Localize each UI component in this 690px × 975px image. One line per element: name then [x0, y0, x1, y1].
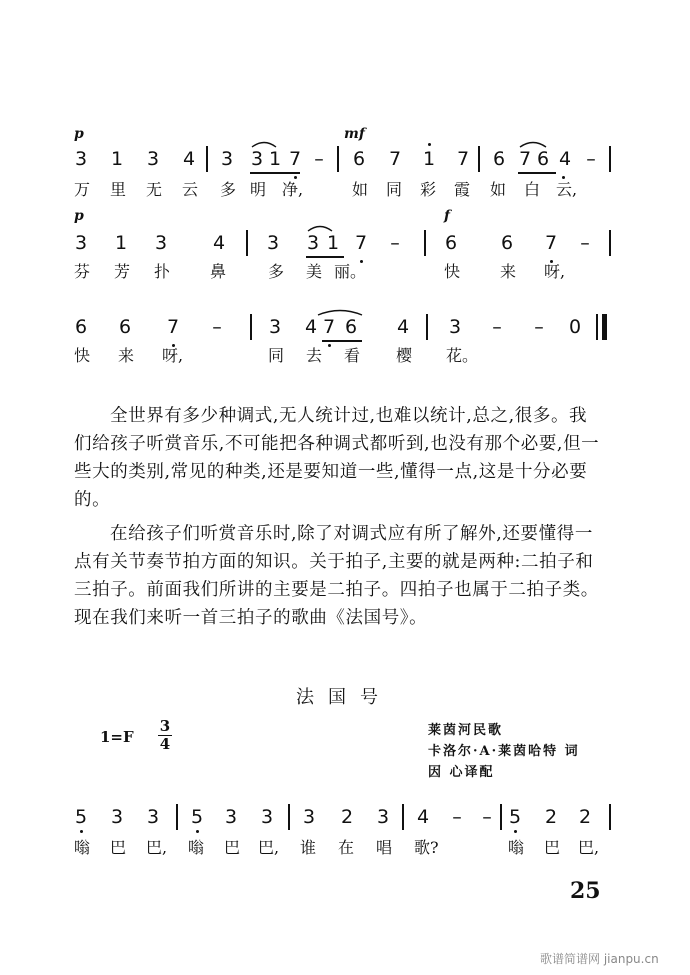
- body-text: [74, 402, 604, 638]
- note: 6: [344, 316, 358, 338]
- lyric: 嗡: [508, 838, 525, 857]
- note: –: [314, 148, 324, 170]
- beam-underline: [306, 256, 344, 258]
- lyric: 快: [444, 262, 461, 281]
- note: 6: [500, 232, 514, 254]
- lyric: 如: [352, 180, 369, 199]
- lyric: 快: [74, 346, 91, 365]
- lyric: 巴,: [258, 838, 280, 857]
- barline: [246, 230, 248, 256]
- lyric: 丽。: [334, 262, 367, 281]
- note: 4: [304, 316, 318, 338]
- low-octave-dot: [196, 830, 199, 833]
- low-octave-dot: [80, 830, 83, 833]
- lyric: 鼻: [210, 262, 227, 281]
- final-barline-thick: [602, 314, 607, 340]
- note: 3: [250, 148, 264, 170]
- barline: [250, 314, 252, 340]
- note: 3: [74, 232, 88, 254]
- time-signature-bottom: 4: [159, 735, 171, 753]
- lyric: 万: [74, 180, 91, 199]
- note: –: [534, 316, 544, 338]
- note: 4: [212, 232, 226, 254]
- credit-line: 莱茵河民歌: [428, 723, 504, 738]
- paragraph: 全世界有多少种调式,无人统计过,也难以统计,总之,很多。我们给孩子听赏音乐,不可能把各种调式都听到,也没有那个必要,但一些大的类别,常见的种类,还是要知道一些,懂得一点,这是十分必要的。: [74, 406, 600, 510]
- note: 3: [110, 806, 124, 828]
- barline: [478, 146, 480, 172]
- note: 3: [224, 806, 238, 828]
- note: 3: [376, 806, 390, 828]
- lyric: 多: [220, 180, 237, 199]
- note: 7: [456, 148, 470, 170]
- note: 2: [578, 806, 592, 828]
- lyric: 巴,: [578, 838, 600, 857]
- note: –: [452, 806, 462, 828]
- lyric: 呀,: [162, 346, 184, 365]
- high-octave-dot: [428, 143, 431, 146]
- lyric: 嗡: [188, 838, 205, 857]
- lyric: 扑: [154, 262, 171, 281]
- barline: [402, 804, 404, 830]
- low-octave-dot: [294, 176, 297, 179]
- note: 0: [568, 316, 582, 338]
- lyric: 看: [344, 346, 361, 365]
- note: 3: [268, 316, 282, 338]
- note: –: [580, 232, 590, 254]
- note: 3: [266, 232, 280, 254]
- note: –: [482, 806, 492, 828]
- note: 7: [544, 232, 558, 254]
- note: 5: [508, 806, 522, 828]
- time-signature: [158, 718, 172, 753]
- barline: [337, 146, 339, 172]
- dynamic-marking: p: [74, 126, 84, 142]
- lyric: 巴: [224, 838, 241, 857]
- note: 1: [110, 148, 124, 170]
- lyric: 芳: [114, 262, 131, 281]
- lyric: 净,: [282, 180, 304, 199]
- note: –: [492, 316, 502, 338]
- credit-line: 因 心译配: [428, 765, 495, 780]
- note: 1: [268, 148, 282, 170]
- note: 4: [416, 806, 430, 828]
- lyric: 花。: [446, 346, 479, 365]
- note: 1: [326, 232, 340, 254]
- note: 3: [154, 232, 168, 254]
- note: 3: [74, 148, 88, 170]
- note: 7: [322, 316, 336, 338]
- lyric: 明: [250, 180, 267, 199]
- note: 4: [396, 316, 410, 338]
- slur-arc: [306, 222, 334, 232]
- lyric: 同: [268, 346, 285, 365]
- note: 7: [288, 148, 302, 170]
- lyric: 云,: [556, 180, 578, 199]
- note: 6: [492, 148, 506, 170]
- lyric: 谁: [300, 838, 317, 857]
- page-number: 25: [570, 878, 601, 904]
- note: 7: [166, 316, 180, 338]
- note: 7: [354, 232, 368, 254]
- barline: [288, 804, 290, 830]
- lyric: 霞: [454, 180, 471, 199]
- note: 3: [302, 806, 316, 828]
- slur-arc: [250, 138, 278, 148]
- note: 1: [422, 148, 436, 170]
- note: –: [586, 148, 596, 170]
- lyric: 巴: [110, 838, 127, 857]
- credit-line: 卡洛尔·A·莱茵哈特 词: [428, 744, 580, 759]
- lyric: 歌?: [414, 838, 439, 857]
- watermark-footer: 歌谱简谱网 jianpu.cn: [540, 952, 659, 966]
- lyric: 呀,: [544, 262, 566, 281]
- song-title: 法国号: [296, 687, 392, 708]
- beam-underline: [322, 340, 362, 342]
- note: 6: [536, 148, 550, 170]
- note: 3: [146, 148, 160, 170]
- lyric: 去: [306, 346, 323, 365]
- lyric: 唱: [376, 838, 393, 857]
- lyric: 彩: [420, 180, 437, 199]
- lyric: 白: [524, 180, 541, 199]
- lyric: 巴,: [146, 838, 168, 857]
- paragraph: 在给孩子们听赏音乐时,除了对调式应有所了解外,还要懂得一点有关节奏节拍方面的知识。关于拍子,主要的就是两种:二拍子和三拍子。前面我们所讲的主要是二拍子。四拍子也属于二拍子类。现在我们来听一首三拍子的歌曲《法国号》。: [74, 524, 599, 628]
- lyric: 如: [490, 180, 507, 199]
- key-signature: 1=F: [100, 728, 134, 746]
- barline: [424, 230, 426, 256]
- note: –: [390, 232, 400, 254]
- note: 6: [352, 148, 366, 170]
- final-barline-thin: [596, 314, 598, 340]
- beam-underline: [518, 172, 556, 174]
- song-credits: [428, 720, 580, 783]
- beam-underline: [250, 172, 300, 174]
- dynamic-marking: f: [444, 208, 451, 224]
- lyric: 来: [118, 346, 135, 365]
- note: 2: [544, 806, 558, 828]
- lyric: 美: [306, 262, 323, 281]
- note: 5: [190, 806, 204, 828]
- barline: [609, 804, 611, 830]
- slur-arc: [518, 138, 548, 148]
- note: 4: [558, 148, 572, 170]
- barline: [426, 314, 428, 340]
- barline: [609, 230, 611, 256]
- dynamic-marking: p: [74, 208, 84, 224]
- note: 3: [306, 232, 320, 254]
- lyric: 云: [182, 180, 199, 199]
- low-octave-dot: [562, 176, 565, 179]
- lyric: 嗡: [74, 838, 91, 857]
- note: 1: [114, 232, 128, 254]
- note: 6: [74, 316, 88, 338]
- dynamic-marking: mf: [344, 126, 365, 142]
- slur-arc: [316, 306, 364, 316]
- note: 7: [518, 148, 532, 170]
- note: 3: [146, 806, 160, 828]
- note: 5: [74, 806, 88, 828]
- lyric: 芬: [74, 262, 91, 281]
- lyric: 多: [268, 262, 285, 281]
- lyric: 樱: [396, 346, 413, 365]
- note: –: [212, 316, 222, 338]
- note: 3: [260, 806, 274, 828]
- barline: [609, 146, 611, 172]
- lyric: 来: [500, 262, 517, 281]
- barline: [206, 146, 208, 172]
- lyric: 在: [338, 838, 355, 857]
- note: 3: [448, 316, 462, 338]
- time-signature-top: 3: [159, 717, 171, 735]
- lyric: 无: [146, 180, 163, 199]
- barline: [500, 804, 502, 830]
- note: 3: [220, 148, 234, 170]
- lyric: 里: [110, 180, 127, 199]
- note: 7: [388, 148, 402, 170]
- lyric: 巴: [544, 838, 561, 857]
- low-octave-dot: [514, 830, 517, 833]
- note: 6: [118, 316, 132, 338]
- note: 4: [182, 148, 196, 170]
- note: 6: [444, 232, 458, 254]
- barline: [176, 804, 178, 830]
- lyric: 同: [386, 180, 403, 199]
- note: 2: [340, 806, 354, 828]
- low-octave-dot: [328, 344, 331, 347]
